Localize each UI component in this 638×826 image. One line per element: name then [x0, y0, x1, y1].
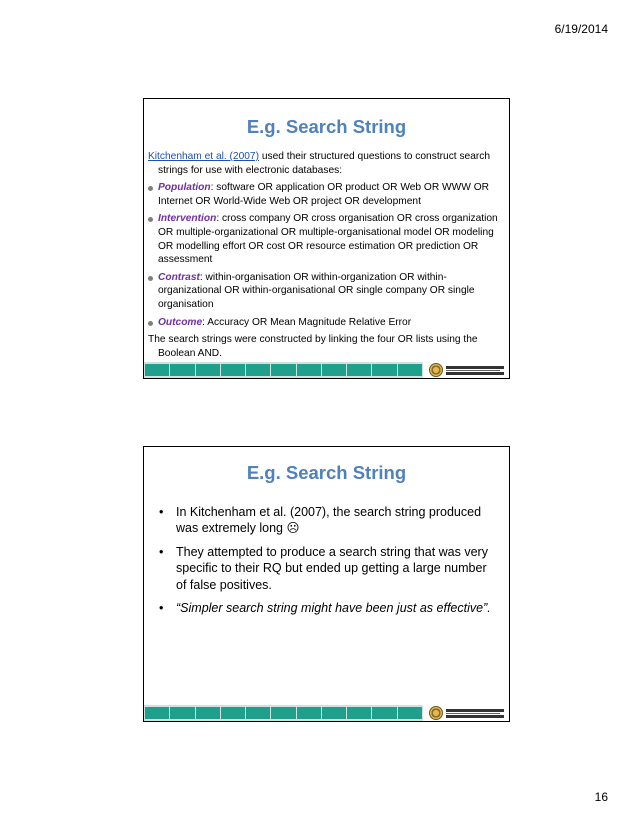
slide-title: E.g. Search String — [246, 462, 407, 483]
footer-stripe — [372, 364, 396, 376]
bullet-icon: • — [159, 544, 164, 559]
footer-stripe — [170, 707, 194, 719]
footer-stripe — [145, 364, 169, 376]
footer-stripes — [144, 362, 423, 378]
footer-stripe — [221, 364, 245, 376]
bullet-list — [156, 504, 497, 616]
footer-stripe — [347, 707, 371, 719]
list-item-outcome — [148, 316, 505, 330]
footer-stripe — [398, 364, 422, 376]
footer-stripe — [145, 707, 169, 719]
list-item-contrast — [148, 271, 505, 312]
footer-stripe — [271, 707, 295, 719]
logo-wordmark-icon — [446, 709, 504, 718]
footer-stripes — [144, 705, 423, 721]
bullet-text: In Kitchenham et al. (2007), the search string produced was extremely long — [176, 505, 482, 536]
term-label: Intervention — [158, 213, 217, 225]
term-text: : within-organisation OR within-organization OR within-organizational OR within-organisational OR single company OR single organisation — [158, 271, 475, 310]
term-text: : cross company OR cross organisation OR cross organization OR multiple-organizational OR multiple-organisational model OR modeling OR modelling effort OR cost OR resource estimation OR prediction OR assessment — [158, 213, 498, 266]
bullet-text: They attempted to produce a search string that was very specific to their RQ but ended up getting a large number of false positives. — [176, 544, 488, 592]
footer-stripe — [170, 364, 194, 376]
page-number: 16 — [594, 790, 608, 804]
list-item — [156, 600, 497, 616]
list-item-intervention — [148, 212, 505, 266]
university-logo — [423, 362, 509, 378]
frown-face-icon: ☹ — [286, 521, 300, 536]
slide-2 — [143, 446, 510, 722]
footer-stripe — [246, 364, 270, 376]
list-item — [156, 544, 497, 593]
footer-stripe — [271, 364, 295, 376]
footer-stripe — [196, 364, 220, 376]
university-logo — [423, 705, 509, 721]
slide-footer-band — [144, 362, 509, 378]
term-label: Contrast — [158, 271, 200, 283]
footer-stripe — [246, 707, 270, 719]
closing-paragraph: The search strings were constructed by linking the four OR lists using the Boolean AND. — [148, 334, 478, 359]
slide-title: E.g. Search String — [246, 116, 407, 137]
bullet-icon: • — [159, 601, 164, 616]
term-text: : software OR application OR product OR Web OR WWW OR Internet OR World-Wide Web OR project OR development — [158, 182, 489, 207]
slide-body — [144, 150, 509, 360]
page-date: 6/19/2014 — [554, 22, 608, 36]
criteria-list — [148, 181, 505, 329]
footer-stripe — [297, 707, 321, 719]
bullet-dot-icon — [148, 321, 153, 326]
list-item-population — [148, 181, 505, 208]
footer-stripe — [322, 364, 346, 376]
bullet-text: “Simpler search string might have been just as effective”. — [176, 601, 491, 616]
citation-link[interactable]: Kitchenham et al. (2007) — [148, 151, 259, 162]
footer-stripe — [398, 707, 422, 719]
bullet-dot-icon — [148, 276, 153, 281]
intro-paragraph — [148, 150, 505, 177]
university-seal-icon — [429, 363, 443, 377]
term-label: Outcome — [158, 316, 203, 328]
logo-wordmark-icon — [446, 366, 504, 375]
list-item — [156, 504, 497, 537]
term-text: : Accuracy OR Mean Magnitude Relative Error — [202, 316, 412, 328]
footer-stripe — [297, 364, 321, 376]
slide-1 — [143, 98, 510, 379]
footer-stripe — [196, 707, 220, 719]
slide-body — [144, 504, 509, 616]
footer-stripe — [372, 707, 396, 719]
footer-stripe — [347, 364, 371, 376]
term-label: Population — [158, 182, 211, 194]
university-seal-icon — [429, 706, 443, 720]
intro-text: used their structured questions to construct search strings for use with electronic databases: — [158, 151, 491, 176]
bullet-dot-icon — [148, 186, 153, 191]
footer-stripe — [221, 707, 245, 719]
bullet-icon: • — [159, 505, 164, 519]
footer-stripe — [322, 707, 346, 719]
bullet-dot-icon — [148, 217, 153, 222]
slide-footer-band — [144, 705, 509, 721]
